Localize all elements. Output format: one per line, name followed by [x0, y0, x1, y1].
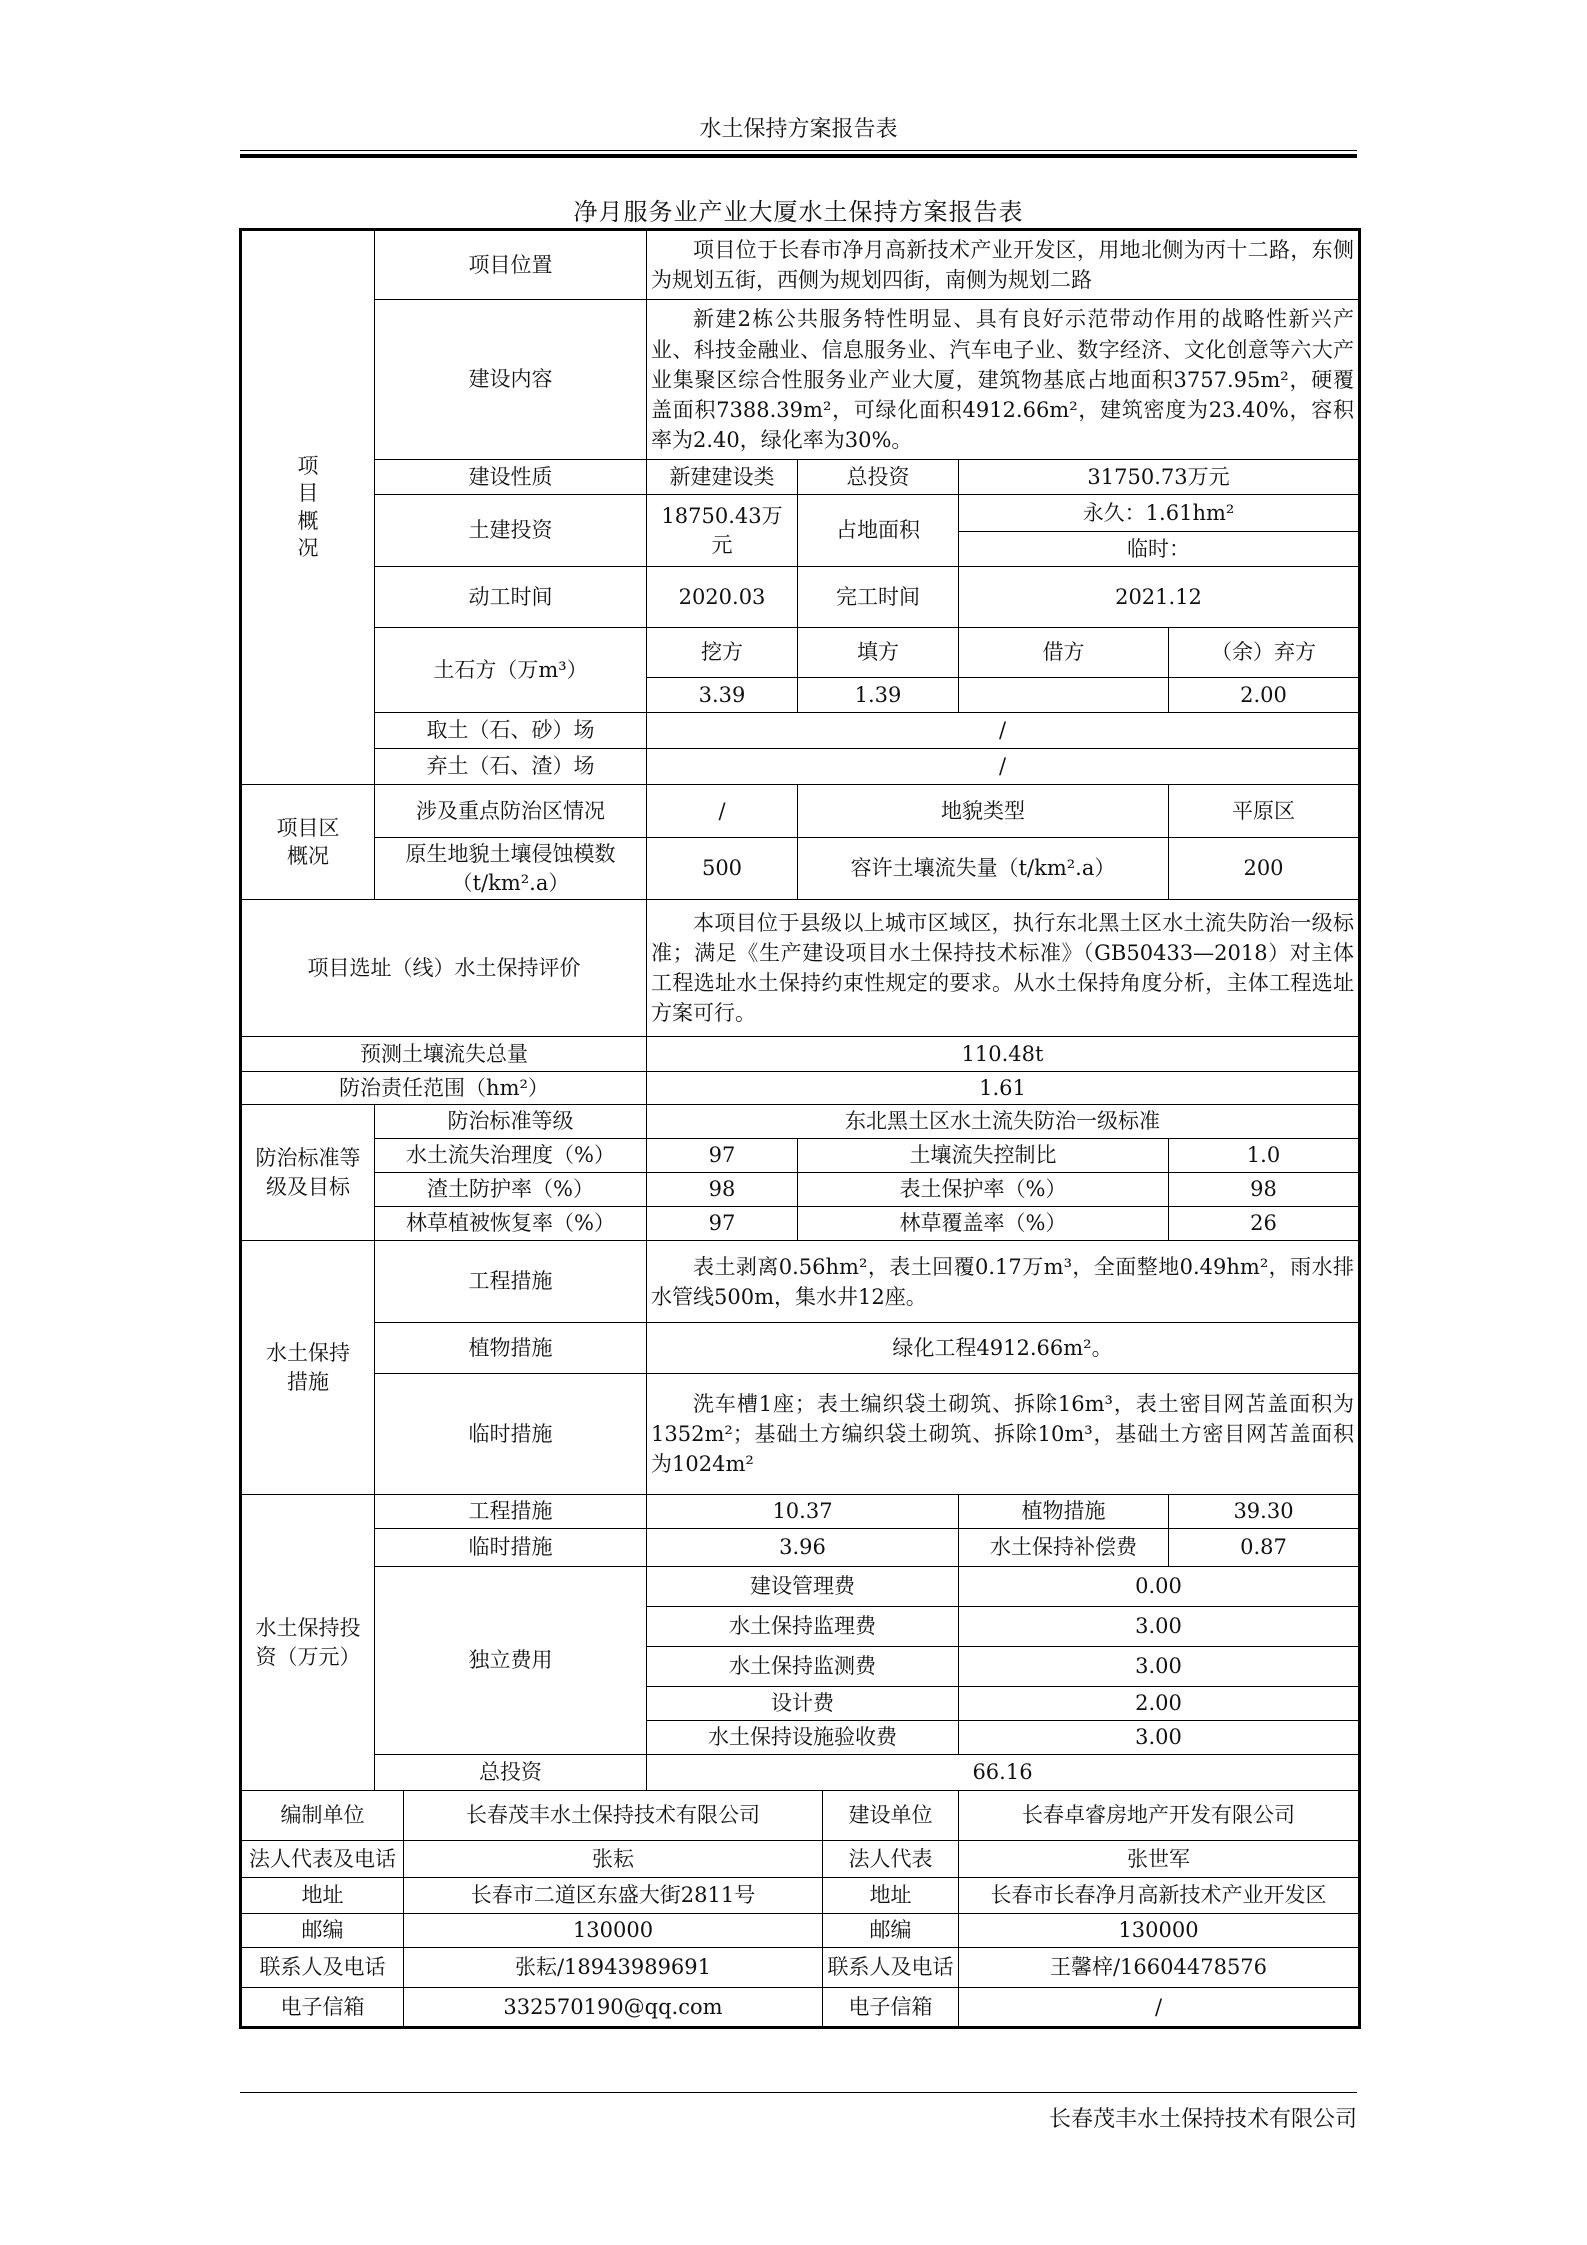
targets-group-label	[241, 1105, 375, 1241]
footer-rule	[240, 2092, 1357, 2093]
total-invest-label: 总投资	[798, 460, 959, 495]
target-value: 26	[1169, 1207, 1360, 1241]
target-label: 林草植被恢复率（%）	[375, 1207, 647, 1241]
std-level-label: 防治标准等级	[375, 1105, 647, 1139]
invest-group-label	[241, 1495, 375, 1791]
start-value: 2020.03	[647, 567, 798, 628]
builder-legal-rep-label: 法人代表	[823, 1841, 959, 1878]
earth-head-spoil: （余）弃方	[1169, 628, 1360, 678]
builder-contact-label: 联系人及电话	[823, 1948, 959, 1988]
allowable-loss-value: 200	[1169, 838, 1360, 900]
invest-temp-value: 3.96	[647, 1529, 959, 1567]
std-level-value: 东北黑土区水土流失防治一级标准	[647, 1105, 1360, 1139]
page-header: 水土保持方案报告表	[699, 117, 898, 142]
legal-rep-value: 张耘	[404, 1841, 823, 1878]
invest-eng-label: 工程措施	[375, 1495, 647, 1529]
report-table	[239, 228, 1361, 2029]
invest-total-label: 总投资	[375, 1755, 647, 1791]
temp-measure-text: 洗车槽1座；表土编织袋土砌筑、拆除16m³，表土密目网苫盖面积为1352m²；基础土方编织袋土砌筑、拆除10m³，基础土方密目网苫盖面积为1024m²	[647, 1374, 1360, 1495]
indep-cost-item: 设计费	[647, 1687, 959, 1721]
email-label: 电子信箱	[241, 1988, 404, 2028]
spoil-site-value: /	[647, 749, 1360, 785]
invest-comp-label: 水土保持补偿费	[959, 1529, 1169, 1567]
target-value: 98	[1169, 1173, 1360, 1207]
resp-scope-label: 防治责任范围（hm²）	[241, 1072, 647, 1105]
target-value: 97	[647, 1139, 798, 1173]
end-value: 2021.12	[959, 567, 1360, 628]
end-label: 完工时间	[798, 567, 959, 628]
overview-group-label	[241, 230, 375, 785]
report-title: 净月服务业产业大厦水土保持方案报告表	[573, 198, 1024, 226]
spoil-site-label: 弃土（石、渣）场	[375, 749, 647, 785]
builder-address-label: 地址	[823, 1878, 959, 1914]
header-rule-thin	[240, 150, 1357, 151]
header-rule-thick	[240, 154, 1357, 158]
civil-invest-label: 土建投资	[375, 495, 647, 567]
report-table-container	[239, 228, 1358, 2029]
legal-rep-label: 法人代表及电话	[241, 1841, 404, 1878]
content-label: 建设内容	[375, 300, 647, 460]
builder-zip-label: 邮编	[823, 1914, 959, 1948]
indep-cost-value: 0.00	[959, 1567, 1360, 1607]
address-label: 地址	[241, 1878, 404, 1914]
invest-temp-label: 临时措施	[375, 1529, 647, 1567]
target-label: 表土保护率（%）	[798, 1173, 1169, 1207]
indep-cost-item: 水土保持监测费	[647, 1647, 959, 1687]
earth-value-cut: 3.39	[647, 678, 798, 713]
invest-comp-value: 0.87	[1169, 1529, 1360, 1567]
key-area-label: 涉及重点防治区情况	[375, 785, 647, 838]
borrow-site-label: 取土（石、砂）场	[375, 713, 647, 749]
builder-email-value: /	[959, 1988, 1360, 2028]
veg-measure-text: 绿化工程4912.66m²。	[647, 1323, 1360, 1374]
temp-measure-label: 临时措施	[375, 1374, 647, 1495]
location-label: 项目位置	[375, 230, 647, 300]
predicted-loss-label: 预测土壤流失总量	[241, 1037, 647, 1072]
earth-value-borrow	[959, 678, 1169, 713]
builder-legal-rep-value: 张世军	[959, 1841, 1360, 1878]
area-label: 占地面积	[798, 495, 959, 567]
start-label: 动工时间	[375, 567, 647, 628]
earth-head-cut: 挖方	[647, 628, 798, 678]
compiler-label: 编制单位	[241, 1791, 404, 1841]
civil-invest-value: 18750.43万元	[647, 495, 798, 567]
builder-zip-value: 130000	[959, 1914, 1360, 1948]
total-invest-value: 31750.73万元	[959, 460, 1360, 495]
builder-email-label: 电子信箱	[823, 1988, 959, 2028]
indep-cost-label: 独立费用	[375, 1567, 647, 1755]
earth-value-fill: 1.39	[798, 678, 959, 713]
builder-value: 长春卓睿房地产开发有限公司	[959, 1791, 1360, 1841]
nature-value: 新建建设类	[647, 460, 798, 495]
allowable-loss-label: 容许土壤流失量（t/km².a）	[798, 838, 1169, 900]
page-footer: 长春茂丰水土保持技术有限公司	[1048, 2107, 1357, 2132]
indep-cost-item: 水土保持设施验收费	[647, 1721, 959, 1755]
builder-contact-value: 王馨梓/16604478576	[959, 1948, 1360, 1988]
address-value: 长春市二道区东盛大街2811号	[404, 1878, 823, 1914]
target-label: 渣土防护率（%）	[375, 1173, 647, 1207]
earth-value-spoil: 2.00	[1169, 678, 1360, 713]
overview-group-text: 项目概况	[297, 453, 319, 560]
erosion-label: 原生地貌土壤侵蚀模数（t/km².a）	[375, 838, 647, 900]
location-text: 项目位于长春市净月高新技术产业开发区，用地北侧为丙十二路，东侧为规划五街，西侧为规划四街，南侧为规划二路	[647, 230, 1360, 300]
invest-total-value: 66.16	[647, 1755, 1360, 1791]
indep-cost-value: 3.00	[959, 1647, 1360, 1687]
zip-value: 130000	[404, 1914, 823, 1948]
invest-eng-value: 10.37	[647, 1495, 959, 1529]
measures-group-label	[241, 1241, 375, 1495]
resp-scope-value: 1.61	[647, 1072, 1360, 1105]
area-permanent: 永久：1.61hm²	[959, 495, 1360, 532]
builder-label: 建设单位	[823, 1791, 959, 1841]
site-eval-text: 本项目位于县级以上城市区域区，执行东北黑土区水土流失防治一级标准；满足《生产建设项目水土保持技术标准》（GB50433—2018）对主体工程选址水土保持约束性规定的要求。从水土保持角度分析，主体工程选址方案可行。	[647, 900, 1360, 1037]
earth-head-fill: 填方	[798, 628, 959, 678]
compiler-value: 长春茂丰水土保持技术有限公司	[404, 1791, 823, 1841]
erosion-value: 500	[647, 838, 798, 900]
indep-cost-item: 建设管理费	[647, 1567, 959, 1607]
eng-measure-text: 表土剥离0.56hm²，表土回覆0.17万m³，全面整地0.49hm²，雨水排水管线500m，集水井12座。	[647, 1241, 1360, 1323]
landform-value: 平原区	[1169, 785, 1360, 838]
email-value: 332570190@qq.com	[404, 1988, 823, 2028]
indep-cost-value: 3.00	[959, 1721, 1360, 1755]
indep-cost-value: 3.00	[959, 1607, 1360, 1647]
landform-label: 地貌类型	[798, 785, 1169, 838]
area-info-group-text: 项目区概况	[276, 815, 340, 869]
invest-group-text: 水土保持投资（万元）	[255, 1616, 361, 1669]
invest-veg-value: 39.30	[1169, 1495, 1360, 1529]
veg-measure-label: 植物措施	[375, 1323, 647, 1374]
borrow-site-value: /	[647, 713, 1360, 749]
target-label: 水土流失治理度（%）	[375, 1139, 647, 1173]
target-label: 土壤流失控制比	[798, 1139, 1169, 1173]
earth-label: 土石方（万m³）	[375, 628, 647, 713]
targets-group-text: 防治标准等级及目标	[255, 1146, 361, 1199]
earth-head-borrow: 借方	[959, 628, 1169, 678]
indep-cost-item: 水土保持监理费	[647, 1607, 959, 1647]
contact-label: 联系人及电话	[241, 1948, 404, 1988]
indep-cost-value: 2.00	[959, 1687, 1360, 1721]
target-label: 林草覆盖率（%）	[798, 1207, 1169, 1241]
measures-group-text: 水土保持措施	[266, 1341, 350, 1394]
area-info-group-label	[241, 785, 375, 900]
target-value: 98	[647, 1173, 798, 1207]
contact-value: 张耘/18943989691	[404, 1948, 823, 1988]
site-eval-label: 项目选址（线）水土保持评价	[241, 900, 647, 1037]
eng-measure-label: 工程措施	[375, 1241, 647, 1323]
key-area-value: /	[647, 785, 798, 838]
target-value: 97	[647, 1207, 798, 1241]
predicted-loss-value: 110.48t	[647, 1037, 1360, 1072]
area-temporary: 临时：	[959, 532, 1360, 567]
content-text: 新建2栋公共服务特性明显、具有良好示范带动作用的战略性新兴产业、科技金融业、信息服务业、汽车电子业、数字经济、文化创意等六大产业集聚区综合性服务业产业大厦，建筑物基底占地面积3757.95m²，硬覆盖面积7388.39m²，可绿化面积4912.66m²，建筑密度为23.40%，容积率为2.40，绿化率为30%。	[647, 300, 1360, 460]
zip-label: 邮编	[241, 1914, 404, 1948]
nature-label: 建设性质	[375, 460, 647, 495]
builder-address-value: 长春市长春净月高新技术产业开发区	[959, 1878, 1360, 1914]
target-value: 1.0	[1169, 1139, 1360, 1173]
invest-veg-label: 植物措施	[959, 1495, 1169, 1529]
